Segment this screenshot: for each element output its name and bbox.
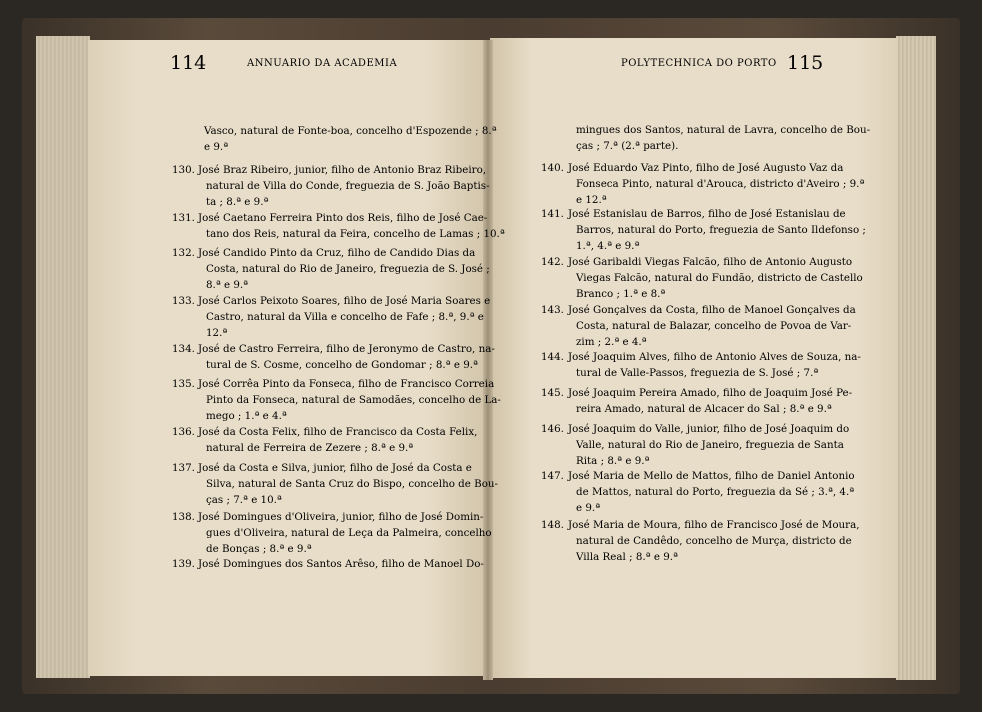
text-line: Villa Real ; 8.ª e 9.ª	[576, 551, 678, 563]
entry-number: 131.	[172, 212, 195, 224]
text-line: tural de Valle-Passos, freguezia de S. José ; 7.ª	[576, 367, 819, 379]
text-line: José Estanislau de Barros, filho de José Estanislau de	[568, 208, 846, 220]
text-line: José Domingues d'Oliveira, junior, filho de José Domin-	[198, 511, 484, 523]
text-line: natural de Candêdo, concelho de Murça, districto de	[576, 535, 852, 547]
text-line: Valle, natural do Rio de Janeiro, freguezia de Santa	[576, 439, 844, 451]
text-line: de Mattos, natural do Porto, freguezia da Sé ; 3.ª, 4.ª	[576, 486, 855, 498]
left-page-edges	[36, 36, 90, 678]
text-line: e 9.ª	[576, 502, 601, 514]
text-line: ta ; 8.ª e 9.ª	[206, 196, 269, 208]
text-line: José Domingues dos Santos Arêso, filho de Manoel Do-	[198, 558, 484, 570]
text-line: Costa, natural de Balazar, concelho de Povoa de Var-	[576, 320, 852, 332]
text-line: tano dos Reis, natural da Feira, concelho de Lamas ; 10.ª	[206, 228, 505, 240]
entry-number: 138.	[172, 511, 195, 523]
entry-number: 135.	[172, 378, 195, 390]
text-line: 1.ª, 4.ª e 9.ª	[576, 240, 640, 252]
text-line: José Joaquim do Valle, junior, filho de José Joaquim do	[568, 423, 850, 435]
text-line: José Carlos Peixoto Soares, filho de José Maria Soares e	[198, 295, 491, 307]
text-line: Branco ; 1.ª e 8.ª	[576, 288, 666, 300]
text-line: e 12.ª	[576, 194, 607, 206]
entry-number: 143.	[541, 304, 564, 316]
text-line: José Candido Pinto da Cruz, filho de Candido Dias da	[198, 247, 476, 259]
text-line: Barros, natural do Porto, freguezia de Santo Ildefonso ;	[576, 224, 866, 236]
entry-number: 146.	[541, 423, 564, 435]
text-line: José Caetano Ferreira Pinto dos Reis, filho de José Cae-	[198, 212, 488, 224]
text-line: Pinto da Fonseca, natural de Samodães, concelho de La-	[206, 394, 501, 406]
text-line: Viegas Falcão, natural do Fundão, districto de Castello	[576, 272, 863, 284]
entry-number: 132.	[172, 247, 195, 259]
text-line: Vasco, natural de Fonte-boa, concelho d'Espozende ; 8.ª	[204, 125, 497, 137]
left-page-number: 114	[170, 52, 207, 74]
text-line: zim ; 2.ª e 4.ª	[576, 336, 647, 348]
entry-number: 133.	[172, 295, 195, 307]
text-line: 8.ª e 9.ª	[206, 279, 249, 291]
right-continuation	[576, 122, 870, 154]
entry-number: 142.	[541, 256, 564, 268]
text-line: natural de Ferreira de Zezere ; 8.ª e 9.ª	[206, 442, 414, 454]
text-line: tural de S. Cosme, concelho de Gondomar ; 8.ª e 9.ª	[206, 359, 478, 371]
text-line: 12.ª	[206, 327, 228, 339]
entry-number: 130.	[172, 164, 195, 176]
entry-number: 139.	[172, 558, 195, 570]
text-line: José Maria de Mello de Mattos, filho de Daniel Antonio	[568, 470, 855, 482]
text-line: José Garibaldi Viegas Falcão, filho de Antonio Augusto	[568, 256, 853, 268]
entry-number: 141.	[541, 208, 564, 220]
text-line: ças ; 7.ª (2.ª parte).	[576, 140, 679, 152]
text-line: mego ; 1.ª e 4.ª	[206, 410, 287, 422]
text-line: José Braz Ribeiro, junior, filho de Antonio Braz Ribeiro,	[198, 164, 487, 176]
text-line: e 9.ª	[204, 141, 229, 153]
text-line: Fonseca Pinto, natural d'Arouca, districto d'Aveiro ; 9.ª	[576, 178, 865, 190]
text-line: Castro, natural da Villa e concelho de Fafe ; 8.ª, 9.ª e	[206, 311, 484, 323]
right-running-head: POLYTECHNICA DO PORTO	[621, 58, 777, 69]
text-line: José Eduardo Vaz Pinto, filho de José Augusto Vaz da	[568, 162, 844, 174]
text-line: ças ; 7.ª e 10.ª	[206, 494, 282, 506]
text-line: José Joaquim Alves, filho de Antonio Alves de Souza, na-	[568, 351, 861, 363]
text-line: mingues dos Santos, natural de Lavra, concelho de Bou-	[576, 124, 871, 136]
text-line: de Bonças ; 8.ª e 9.ª	[206, 543, 312, 555]
text-line: reira Amado, natural de Alcacer do Sal ; 8.ª e 9.ª	[576, 403, 832, 415]
entry-number: 140.	[541, 162, 564, 174]
left-running-head: ANNUARIO DA ACADEMIA	[247, 58, 398, 69]
text-line: José da Costa e Silva, junior, filho de José da Costa e	[198, 462, 472, 474]
text-line: Costa, natural do Rio de Janeiro, freguezia de S. José ;	[206, 263, 490, 275]
text-line: José Maria de Moura, filho de Francisco José de Moura,	[568, 519, 860, 531]
text-line: José de Castro Ferreira, filho de Jeronymo de Castro, na-	[198, 343, 495, 355]
text-line: Rita ; 8.ª e 9.ª	[576, 455, 650, 467]
text-line: José da Costa Felix, filho de Francisco da Costa Felix,	[198, 426, 478, 438]
right-page-number: 115	[787, 52, 824, 74]
left-continuation	[204, 123, 497, 155]
right-page-edges	[896, 36, 936, 680]
text-line: José Corrêa Pinto da Fonseca, filho de Francisco Correia	[198, 378, 495, 390]
text-line: gues d'Oliveira, natural de Leça da Palmeira, concelho	[206, 527, 492, 539]
text-line: José Joaquim Pereira Amado, filho de Joaquim José Pe-	[568, 387, 853, 399]
text-line: Silva, natural de Santa Cruz do Bispo, concelho de Bou-	[206, 478, 499, 490]
entry-number: 147.	[541, 470, 564, 482]
entry-number: 145.	[541, 387, 564, 399]
text-line: José Gonçalves da Costa, filho de Manoel Gonçalves da	[568, 304, 856, 316]
text-line: natural de Villa do Conde, freguezia de S. João Baptis-	[206, 180, 490, 192]
entry-number: 137.	[172, 462, 195, 474]
entry-number: 134.	[172, 343, 195, 355]
entry-number: 136.	[172, 426, 195, 438]
entry-number: 144.	[541, 351, 564, 363]
entry-number: 148.	[541, 519, 564, 531]
